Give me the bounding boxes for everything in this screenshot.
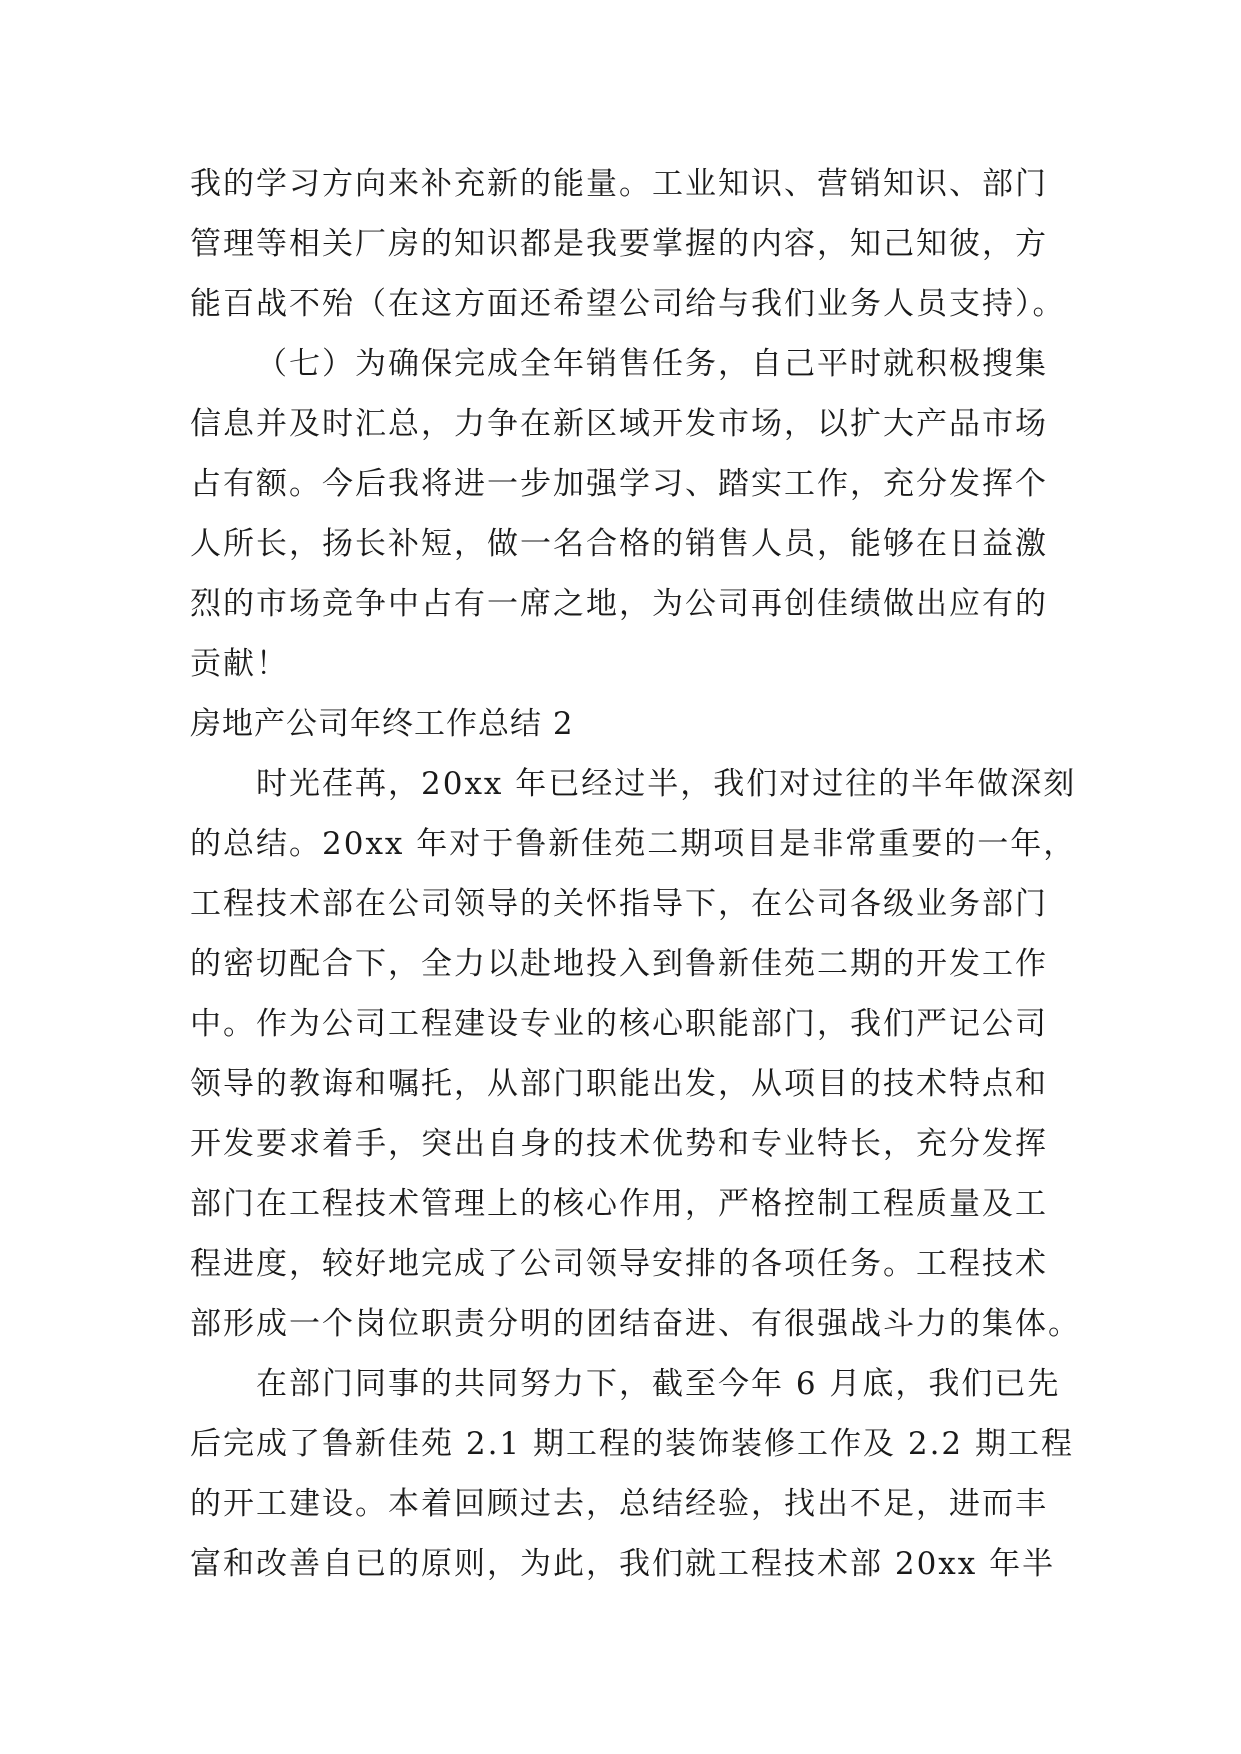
text-line: 贡献！ xyxy=(190,646,289,682)
text-line: 开发要求着手，突出自身的技术优势和专业特长，充分发挥 xyxy=(190,1126,1048,1162)
text-line: 在部门同事的共同努力下，截至今年 6 月底，我们已先 xyxy=(256,1366,1061,1402)
text-line: 部门在工程技术管理上的核心作用，严格控制工程质量及工 xyxy=(190,1186,1048,1222)
text-line: 中。作为公司工程建设专业的核心职能部门，我们严记公司 xyxy=(190,1006,1048,1042)
text-line: 烈的市场竞争中占有一席之地，为公司再创佳绩做出应有的 xyxy=(190,586,1048,622)
text-line: 程进度，较好地完成了公司领导安排的各项任务。工程技术 xyxy=(190,1246,1048,1282)
text-line: 部形成一个岗位职责分明的团结奋进、有很强战斗力的集体。 xyxy=(190,1306,1081,1342)
text-line: 领导的教诲和嘱托，从部门职能出发，从项目的技术特点和 xyxy=(190,1066,1048,1102)
text-line: 的密切配合下，全力以赴地投入到鲁新佳苑二期的开发工作 xyxy=(190,946,1048,982)
text-line: 能百战不殆（在这方面还希望公司给与我们业务人员支持）。 xyxy=(190,286,1066,322)
text-line: 人所长，扬长补短，做一名合格的销售人员，能够在日益激 xyxy=(190,526,1048,562)
document-body xyxy=(190,154,1081,1594)
text-line: 我的学习方向来补充新的能量。工业知识、营销知识、部门 xyxy=(190,166,1048,202)
section-heading: 房地产公司年终工作总结 2 xyxy=(190,706,574,742)
text-line: 管理等相关厂房的知识都是我要掌握的内容，知己知彼，方 xyxy=(190,226,1048,262)
text-line: 富和改善自已的原则，为此，我们就工程技术部 20xx 年半 xyxy=(190,1546,1056,1582)
text-line: 信息并及时汇总，力争在新区域开发市场，以扩大产品市场 xyxy=(190,406,1048,442)
text-line: （七）为确保完成全年销售任务，自己平时就积极搜集 xyxy=(256,346,1048,382)
text-line: 占有额。今后我将进一步加强学习、踏实工作，充分发挥个 xyxy=(190,466,1048,502)
text-line: 工程技术部在公司领导的关怀指导下，在公司各级业务部门 xyxy=(190,886,1048,922)
text-line: 的总结。20xx 年对于鲁新佳苑二期项目是非常重要的一年， xyxy=(190,826,1077,862)
text-line: 后完成了鲁新佳苑 2.1 期工程的装饰装修工作及 2.2 期工程 xyxy=(190,1426,1075,1462)
text-line: 的开工建设。本着回顾过去，总结经验，找出不足，进而丰 xyxy=(190,1486,1048,1522)
text-line: 时光荏苒，20xx 年已经过半，我们对过往的半年做深刻 xyxy=(256,766,1077,802)
